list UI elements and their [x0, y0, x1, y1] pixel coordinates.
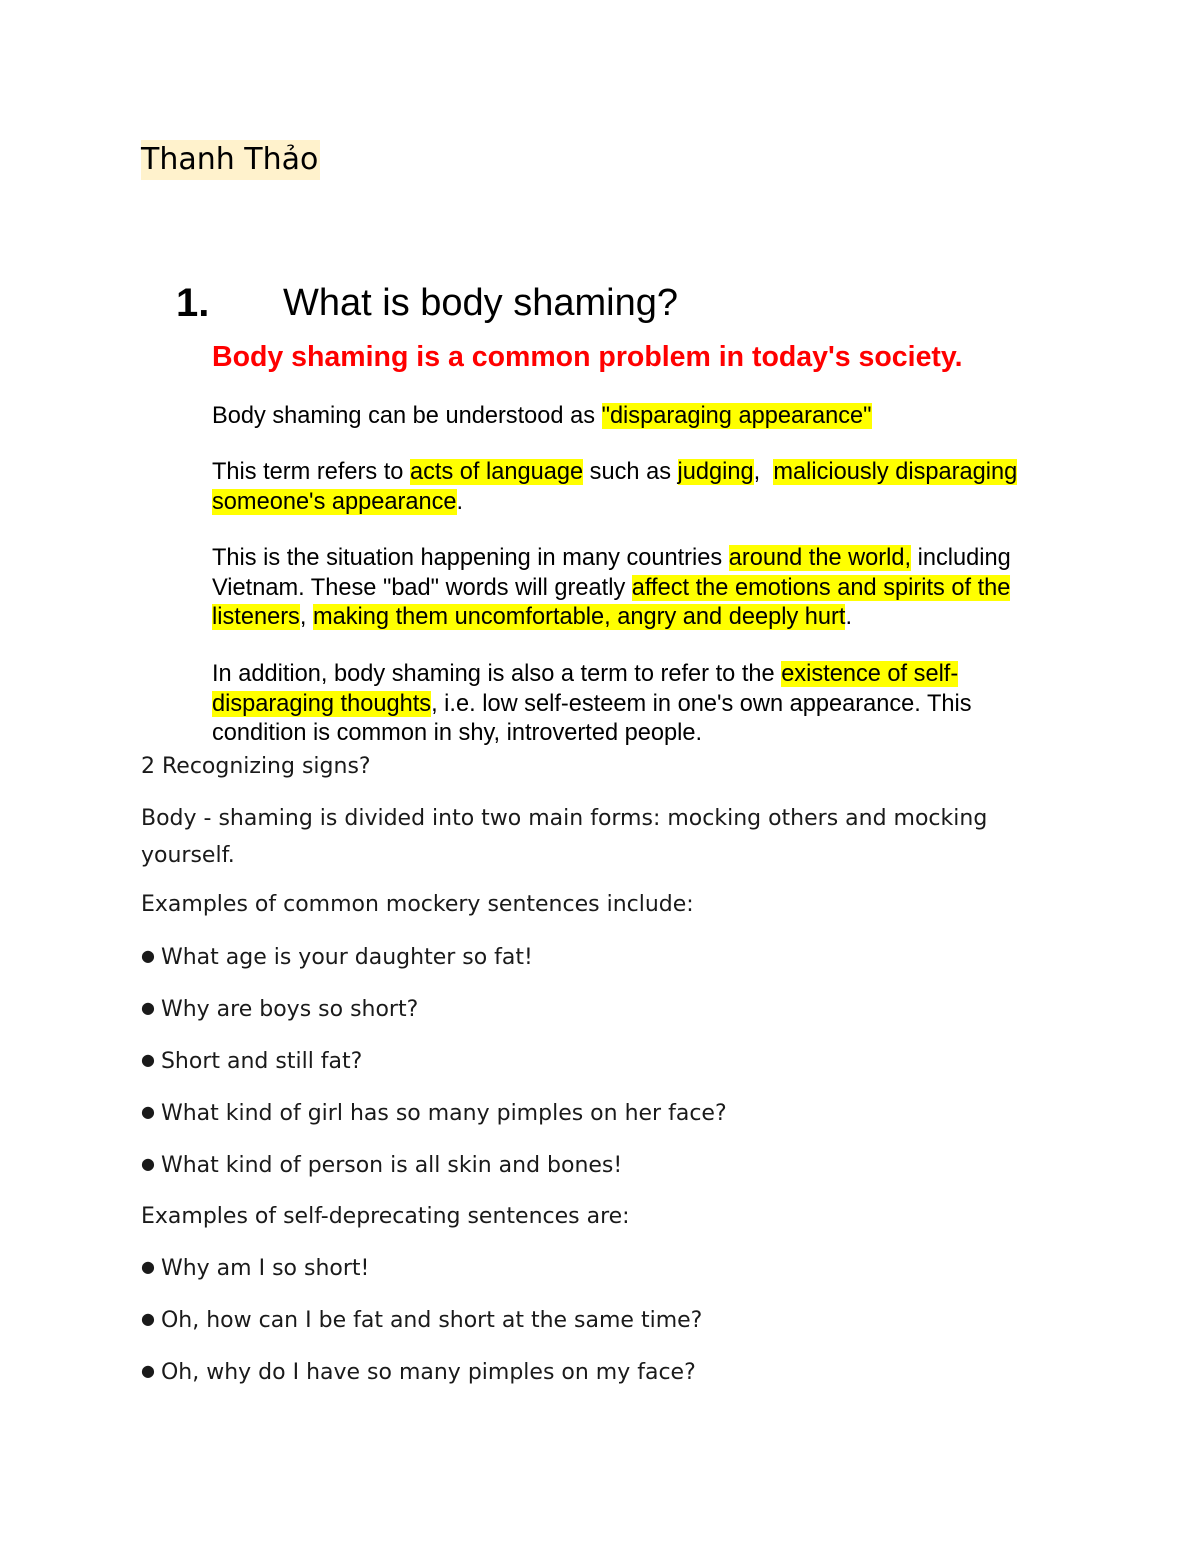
- self-deprecating-examples-label: Examples of self-deprecating sentences are:: [141, 1204, 630, 1229]
- list-item: ● What age is your daughter so fat!: [141, 945, 533, 970]
- addition-paragraph: [212, 660, 1062, 749]
- bullet-icon: ●: [141, 1154, 155, 1173]
- section-1-number: 1.: [176, 281, 210, 325]
- text-run: such as: [583, 459, 678, 485]
- section-1-lead: Body shaming is a common problem in today's society.: [212, 341, 963, 373]
- highlighted-text: maliciously disparaging someone's appearance: [212, 459, 1018, 515]
- bullet-icon: ●: [141, 998, 155, 1017]
- author-name: Thanh Thảo: [141, 140, 320, 180]
- highlighted-text: acts of language: [409, 459, 584, 485]
- list-item: ● Oh, how can I be fat and short at the same time?: [141, 1308, 703, 1333]
- text-run: ,: [299, 604, 313, 630]
- text-run: In addition, body shaming is also a term to refer to the: [212, 661, 782, 687]
- list-item: ● Short and still fat?: [141, 1049, 363, 1074]
- section-1-title: What is body shaming?: [283, 282, 678, 324]
- text-run: This is the situation happening in many countries: [212, 545, 729, 571]
- section-2-intro: Body - shaming is divided into two main forms: mocking others and mocking yourself.: [141, 806, 988, 868]
- text-run: .: [456, 488, 464, 515]
- list-item: ● What kind of girl has so many pimples on her face?: [141, 1101, 727, 1126]
- definition-paragraph: [212, 402, 1062, 432]
- self-deprecating-examples-list: [141, 1250, 702, 1406]
- text-run: including Vietnam. These "bad" words will greatly: [212, 545, 1011, 601]
- bullet-icon: ●: [141, 946, 155, 965]
- bullet-icon: ●: [141, 1050, 155, 1069]
- term-paragraph: [212, 458, 1062, 517]
- section-2-heading: 2 Recognizing signs?: [141, 754, 371, 779]
- highlighted-text: around the world,: [728, 545, 912, 571]
- text-run: This term refers to: [212, 459, 410, 485]
- highlighted-text: affect the emotions and spirits of the listeners: [212, 574, 1011, 630]
- list-item: ● Why are boys so short?: [141, 997, 419, 1022]
- list-item: ● Why am I so short!: [141, 1256, 370, 1281]
- highlighted-text: "disparaging appearance": [601, 403, 872, 429]
- highlighted-text: judging: [677, 459, 754, 485]
- text-run: .: [845, 604, 853, 630]
- bullet-icon: ●: [141, 1257, 155, 1276]
- text-run: , i.e. low self-esteem in one's own appearance. This condition is common in shy, introverted people.: [212, 690, 972, 746]
- text-run: ,: [753, 459, 774, 485]
- bullet-icon: ●: [141, 1102, 155, 1121]
- mockery-examples-label: Examples of common mockery sentences include:: [141, 892, 694, 917]
- list-item: ● Oh, why do I have so many pimples on my face?: [141, 1360, 696, 1385]
- situation-paragraph: [212, 544, 1062, 633]
- bullet-icon: ●: [141, 1309, 155, 1328]
- list-item: ● What kind of person is all skin and bones!: [141, 1153, 623, 1178]
- highlighted-text: existence of self-disparaging thoughts: [212, 661, 959, 717]
- highlighted-text: making them uncomfortable, angry and deeply hurt: [312, 604, 846, 630]
- mockery-examples-list: [141, 939, 727, 1199]
- text-run: Body shaming can be understood as: [212, 403, 602, 429]
- bullet-icon: ●: [141, 1361, 155, 1380]
